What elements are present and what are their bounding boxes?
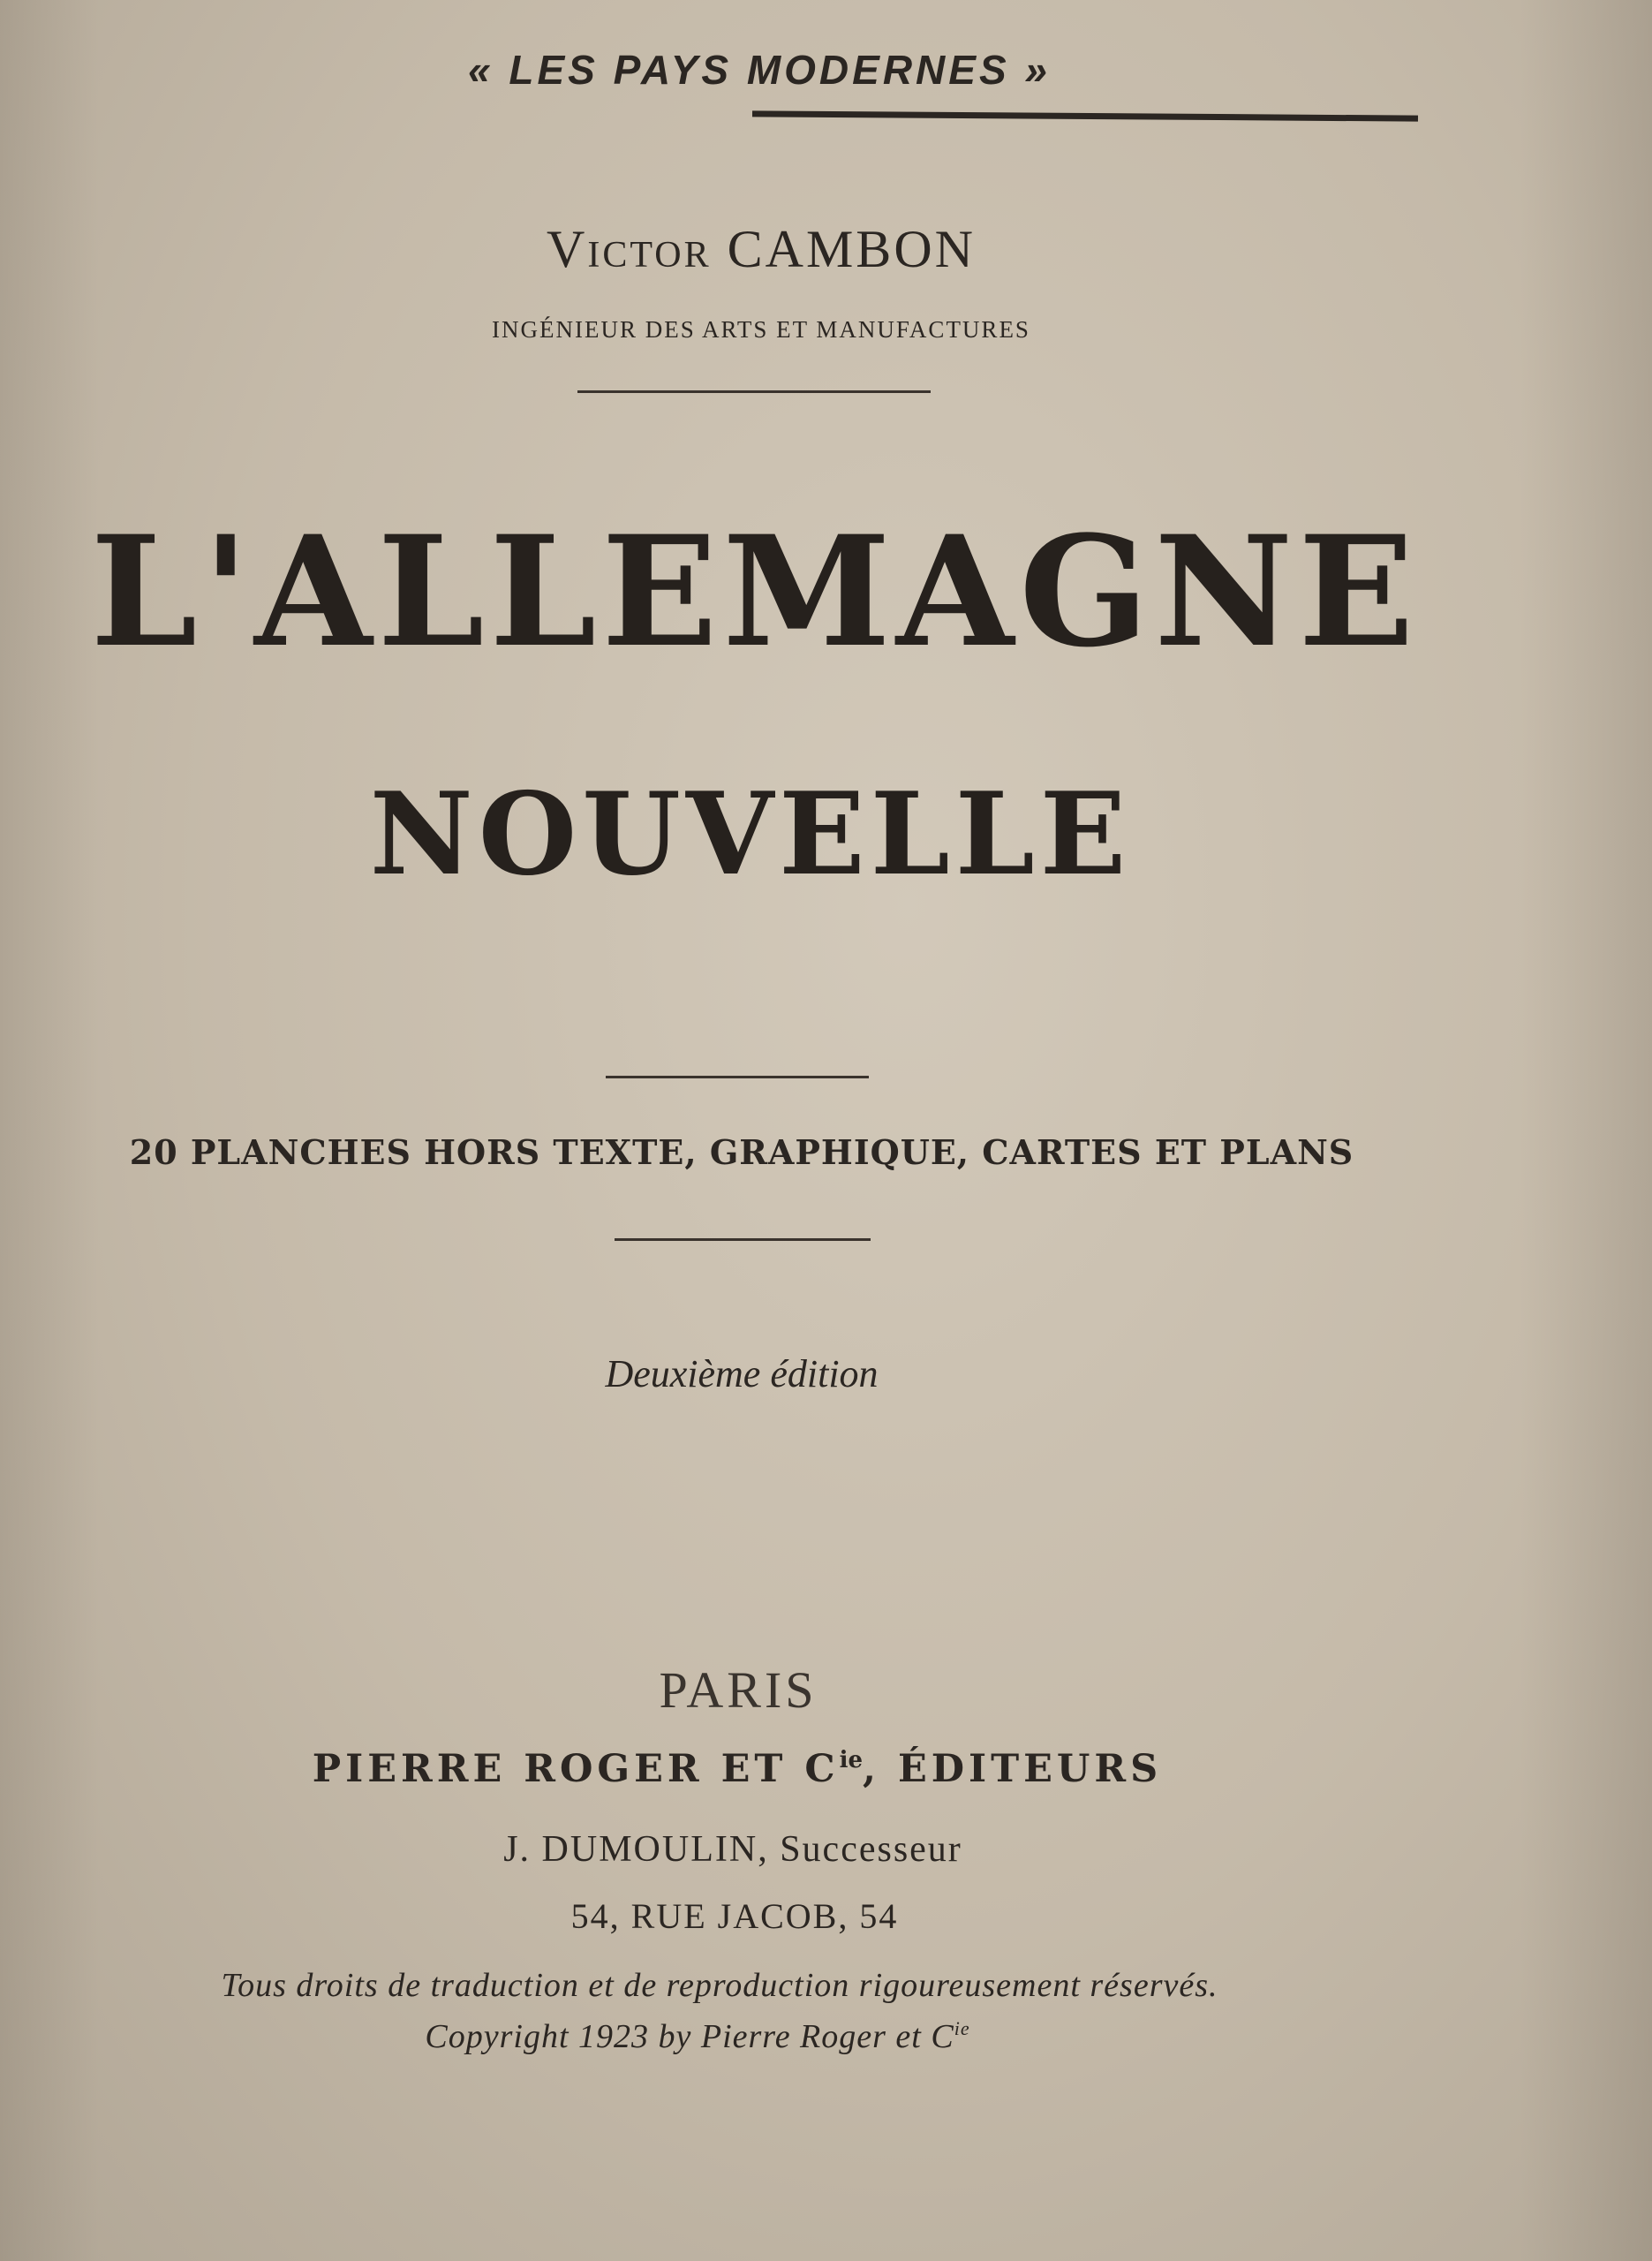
publisher-address: 54, RUE JACOB, 54 <box>570 1896 899 1936</box>
rights-notice: Tous droits de traduction et de reproduction rigoureusement réservés. <box>221 1967 1218 2004</box>
copyright-superscript: ie <box>954 2017 970 2039</box>
series-name: « LES PAYS MODERNES » <box>468 47 1051 93</box>
book-title-line2: NOUVELLE <box>369 768 1132 901</box>
author-title: INGÉNIEUR DES ARTS ET MANUFACTURES <box>492 316 1030 343</box>
copyright-line <box>425 2017 969 2056</box>
publisher-line <box>313 1747 1162 1791</box>
divider-rule <box>606 1076 869 1078</box>
copyright-text: Copyright 1923 by Pierre Roger et C <box>425 2018 954 2055</box>
series-underline <box>752 110 1418 121</box>
author-name: Victor CAMBON <box>547 220 976 278</box>
book-subtitle: 20 PLANCHES HORS TEXTE, GRAPHIQUE, CARTES ET PLANS <box>129 1132 1354 1172</box>
successor-line: J. DUMOULIN, Successeur <box>503 1829 962 1870</box>
publisher-superscript: ie <box>839 1747 864 1773</box>
book-title-line1: L'ALLEMAGNE <box>90 502 1420 681</box>
publisher-name: PIERRE ROGER ET C <box>312 1747 840 1791</box>
edition-note: Deuxième édition <box>605 1352 879 1395</box>
publication-city: PARIS <box>659 1661 818 1719</box>
divider-rule <box>577 390 931 393</box>
publisher-role: , ÉDITEURS <box>863 1747 1163 1791</box>
divider-rule <box>615 1238 871 1241</box>
